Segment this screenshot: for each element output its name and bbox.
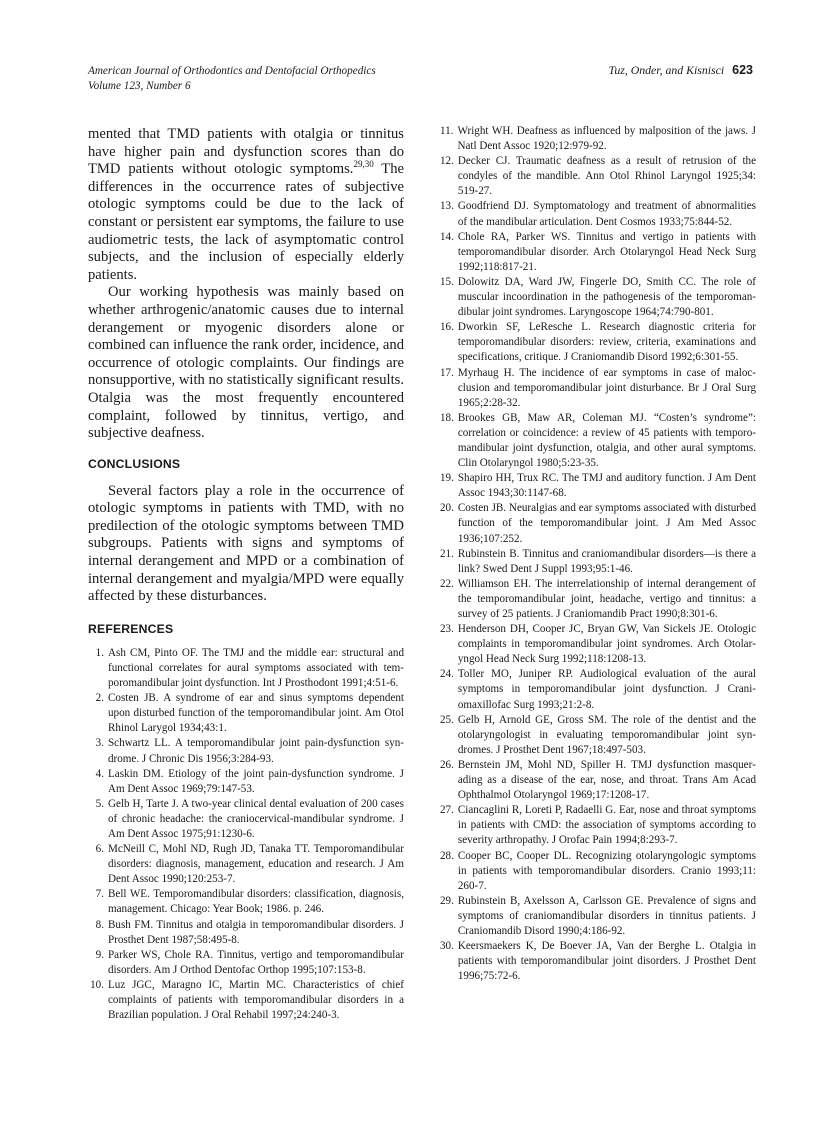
- reference-text: Costen JB. Neuralgias and ear symptoms associated with disturbed function of the temporomandibular joint. J Am Med Assoc 1936;107:252.: [457, 502, 756, 545]
- references-list-right: [440, 124, 756, 984]
- reference-number: 8.: [95, 918, 104, 931]
- reference-number: 5.: [95, 797, 104, 810]
- reference-number: 30.: [440, 940, 454, 953]
- reference-number: 23.: [440, 623, 454, 636]
- reference-text: Schwartz LL. A temporomandibular joint pain-dysfunction syndrome. J Chronic Dis 1956;3:284-93.: [108, 737, 404, 765]
- reference-number: 3.: [95, 737, 104, 750]
- reference-text: Costen JB. A syndrome of ear and sinus symptoms dependent upon disturbed function of the temporomandibular joint. Am Otol Rhinol Larygol 1934;43:1.: [108, 692, 404, 735]
- reference-item: [440, 577, 756, 622]
- reference-item: [440, 154, 756, 199]
- reference-number: 12.: [440, 155, 454, 168]
- reference-item: [440, 939, 756, 984]
- reference-number: 1.: [95, 646, 104, 659]
- reference-number: 22.: [440, 577, 454, 590]
- reference-number: 25.: [440, 713, 454, 726]
- references-list-left: [88, 646, 404, 1023]
- reference-item: [440, 471, 756, 501]
- reference-text: Henderson DH, Cooper JC, Bryan GW, Van Sickels JE. Otologic complaints in temporomandibular joint syndromes. Arch Otolaryngol Head Neck Surg 1992;118:1208-13.: [457, 623, 756, 666]
- reference-number: 16.: [440, 321, 454, 334]
- reference-number: 6.: [95, 843, 104, 856]
- reference-text: Shapiro HH, Trux RC. The TMJ and auditory function. J Am Dent Assoc 1943;30:1147-68.: [457, 472, 756, 500]
- reference-number: 13.: [440, 200, 454, 213]
- references-heading: REFERENCES: [88, 621, 174, 636]
- text: mented that TMD patients with otalgia or tinnitus have higher pain and dysfunction scores than do TMD patients without otologic symptoms.: [88, 126, 404, 178]
- reference-item: [88, 978, 404, 1023]
- reference-text: McNeill C, Mohl ND, Rugh JD, Tanaka TT. Temporomandibular disorders: diagnosis, management, education and research. J Am Dent Assoc 1990;120:253-7.: [108, 843, 404, 886]
- reference-item: [88, 691, 404, 736]
- discussion-paragraph-1: [88, 126, 404, 284]
- reference-text: Ash CM, Pinto OF. The TMJ and the middle ear: structural and functional correlates for aural symptoms associated with temporomandibular joint dysfunction. Int J Prosthodont 1991;4:51-6.: [108, 646, 404, 690]
- reference-item: [88, 948, 404, 978]
- reference-item: [440, 849, 756, 894]
- reference-number: 28.: [440, 849, 454, 862]
- reference-text: Goodfriend DJ. Symptomatology and treatment of abnormalities of the mandibular articulation. Dent Cosmos 1933;75:844-52.: [457, 200, 756, 228]
- reference-number: 26.: [440, 758, 454, 771]
- reference-item: [88, 646, 404, 691]
- citation-superscript: 29,30: [353, 159, 374, 170]
- reference-item: [440, 803, 756, 848]
- reference-item: [440, 622, 756, 667]
- reference-text: Decker CJ. Traumatic deafness as a result of retrusion of the condyles of the mandible. Ann Otol Rhinol Laryngol 1925;34: 519-27.: [457, 155, 756, 198]
- reference-text: Cooper BC, Cooper DL. Recognizing otolaryngologic symptoms in patients with temporomandibular disorders. Cranio 1993;11: 260-7.: [457, 849, 756, 892]
- reference-text: Bush FM. Tinnitus and otalgia in temporomandibular disorders. J Prosthet Dent 1987;58:495-8.: [108, 918, 404, 946]
- reference-item: [440, 366, 756, 411]
- reference-item: [440, 199, 756, 229]
- reference-text: Rubinstein B. Tinnitus and craniomandibular disorders—is there a link? Swed Dent J Suppl 1993;95:1-46.: [457, 547, 756, 575]
- reference-item: [88, 842, 404, 887]
- reference-item: [88, 736, 404, 766]
- reference-number: 24.: [440, 668, 454, 681]
- reference-item: [440, 411, 756, 471]
- reference-text: Bernstein JM, Mohl ND, Spiller H. TMJ dysfunction masquerading as a disease of the ear, nose, and throat. Trans Am Acad Ophthalmol Otolaryngol 1969;17:1208-17.: [457, 758, 756, 802]
- conclusions-paragraph: Several factors play a role in the occurrence of otologic symptoms in patients with TMD, with no predilection of the otologic symptoms between TMD subgroups. Patients with signs and symptoms of internal derangement and MPD or a combination of internal derangement and myalgia/MPD were equally affected by these disturbances.: [88, 482, 404, 605]
- reference-item: [440, 124, 756, 154]
- reference-number: 18.: [440, 411, 454, 424]
- discussion-paragraph-2: Our working hypothesis was mainly based on whether arthrogenic/anatomic causes due to internal derangement or myogenic disorders alone or combined can influence the rank order, incidence, and occurrence of otologic complaints. Our findings are nonsupportive, with no statistically significant results. Otalgia was the most frequently encountered complaint, followed by tinnitus, vertigo, and subjective deafness.: [88, 284, 404, 442]
- reference-item: [440, 320, 756, 365]
- reference-text: Dolowitz DA, Ward JW, Fingerle DO, Smith CC. The role of muscular incoordination in the pathogenesis of the temporomandibular joint syndromes. Laryngoscope 1964;74:790-801.: [457, 275, 756, 319]
- reference-text: Keersmaekers K, De Boever JA, Van der Berghe L. Otalgia in patients with temporomandibular joint disorders. J Prosthet Dent 1996;75:72-6.: [457, 940, 756, 983]
- reference-text: Dworkin SF, LeResche L. Research diagnostic criteria for temporomandibular disorders: review, criteria, examinations and specifications, critique. J Craniomandib Disord 1992;6:301-55.: [457, 321, 756, 364]
- reference-item: [88, 918, 404, 948]
- reference-item: [88, 767, 404, 797]
- journal-title: American Journal of Orthodontics and Dentofacial Orthopedics: [88, 65, 376, 77]
- reference-item: [440, 713, 756, 758]
- reference-number: 17.: [440, 366, 454, 379]
- right-column: [440, 124, 756, 984]
- journal-volume: Volume 123, Number 6: [88, 79, 191, 92]
- page-number: 623: [732, 63, 753, 77]
- reference-item: [440, 667, 756, 712]
- reference-item: [440, 230, 756, 275]
- reference-text: Ciancaglini R, Loreti P, Radaelli G. Ear, nose and throat symptoms in patients with CMD: the association of symptoms according to severity arthropathy. J Orofac Pain 1994;8:293-7.: [457, 804, 756, 847]
- reference-number: 9.: [95, 948, 104, 961]
- reference-text: Williamson EH. The interrelationship of internal derangement of the temporomandibular joint, headache, vertigo and tinnitus: a survey of 25 patients. J Craniomandib Pract 1990;8:301-6.: [457, 577, 756, 620]
- reference-text: Laskin DM. Etiology of the joint pain-dysfunction syndrome. J Am Dent Assoc 1969;79:147-53.: [108, 767, 404, 795]
- reference-item: [440, 275, 756, 320]
- reference-number: 7.: [95, 888, 104, 901]
- running-header-authors: [608, 63, 753, 78]
- reference-text: Gelb H, Tarte J. A two-year clinical dental evaluation of 200 cases of chronic headache: the craniocervical-mandibular syndrome. J Am Dent Assoc 1975;91:1230-6.: [108, 797, 404, 840]
- reference-item: [88, 797, 404, 842]
- reference-number: 2.: [95, 692, 104, 705]
- reference-number: 4.: [95, 767, 104, 780]
- reference-number: 19.: [440, 472, 454, 485]
- reference-text: Luz JGC, Maragno IC, Martin MC. Characteristics of chief complaints of patients with temporomandibular disorders in a Brazilian population. J Oral Rehabil 1997;24:240-3.: [108, 978, 404, 1022]
- authors: Tuz, Onder, and Kisnisci: [608, 63, 725, 77]
- reference-item: [440, 547, 756, 577]
- reference-number: 11.: [440, 125, 454, 137]
- reference-text: Parker WS, Chole RA. Tinnitus, vertigo and temporomandibular disorders. Am J Orthod Dentofac Orthop 1995;107:153-8.: [108, 948, 404, 976]
- reference-number: 27.: [440, 804, 454, 817]
- reference-number: 29.: [440, 894, 454, 907]
- left-column: [88, 126, 404, 1023]
- reference-text: Gelb H, Arnold GE, Gross SM. The role of the dentist and the otolaryngologist in evaluating temporomandibular joint syndromes. J Prosthet Dent 1967;18:497-503.: [457, 713, 756, 756]
- reference-number: 15.: [440, 275, 454, 288]
- reference-text: Rubinstein B, Axelsson A, Carlsson GE. Prevalence of signs and symptoms of craniomandibular disorders in tinnitus patients. J Craniomandib Disord 1990;4:186-92.: [457, 894, 756, 937]
- running-header-journal: [88, 64, 376, 93]
- reference-text: Bell WE. Temporomandibular disorders: classification, diagnosis, management. Chicago: Year Book; 1986. p. 246.: [108, 888, 404, 916]
- reference-number: 14.: [440, 230, 454, 243]
- reference-text: Toller MO, Juniper RP. Audiological evaluation of the aural symptoms in temporomandibular joint dysfunction. J Craniomaxillofac Surg 1993;21:2-8.: [457, 668, 756, 711]
- reference-text: Chole RA, Parker WS. Tinnitus and vertigo in patients with temporomandibular disorder. Arch Otolaryngol Head Neck Surg 1992;118:817-21.: [457, 230, 756, 273]
- reference-item: [440, 894, 756, 939]
- reference-number: 21.: [440, 547, 454, 560]
- reference-text: Brookes GB, Maw AR, Coleman MJ. “Costen’s syndrome”: correlation or coincidence: a review of 45 patients with temporomandibular joint dysfunction, otalgia, and other aural symptoms. Clin Otolaryngol 1980;5:23-35.: [457, 411, 756, 470]
- reference-text: Myrhaug H. The incidence of ear symptoms in case of malocclusion and temporomandibular joint disturbance. Br J Oral Surg 1965;2:28-32.: [457, 366, 756, 409]
- reference-item: [440, 758, 756, 803]
- conclusions-heading: CONCLUSIONS: [88, 456, 181, 471]
- reference-number: 20.: [440, 502, 454, 515]
- reference-text: Wright WH. Deafness as influenced by malposition of the jaws. J Natl Dent Assoc 1920;12:979-92.: [457, 125, 756, 153]
- reference-item: [440, 501, 756, 546]
- text: The differences in the occurrence rates of subjective otologic symptoms could be due to the lack of constant or persistent ear symptoms, the failure to use audiometric tests, the lack of asymptomatic control subjects, and the inclusion of especially elderly patients.: [88, 161, 404, 283]
- reference-item: [88, 887, 404, 917]
- reference-number: 10.: [90, 978, 104, 991]
